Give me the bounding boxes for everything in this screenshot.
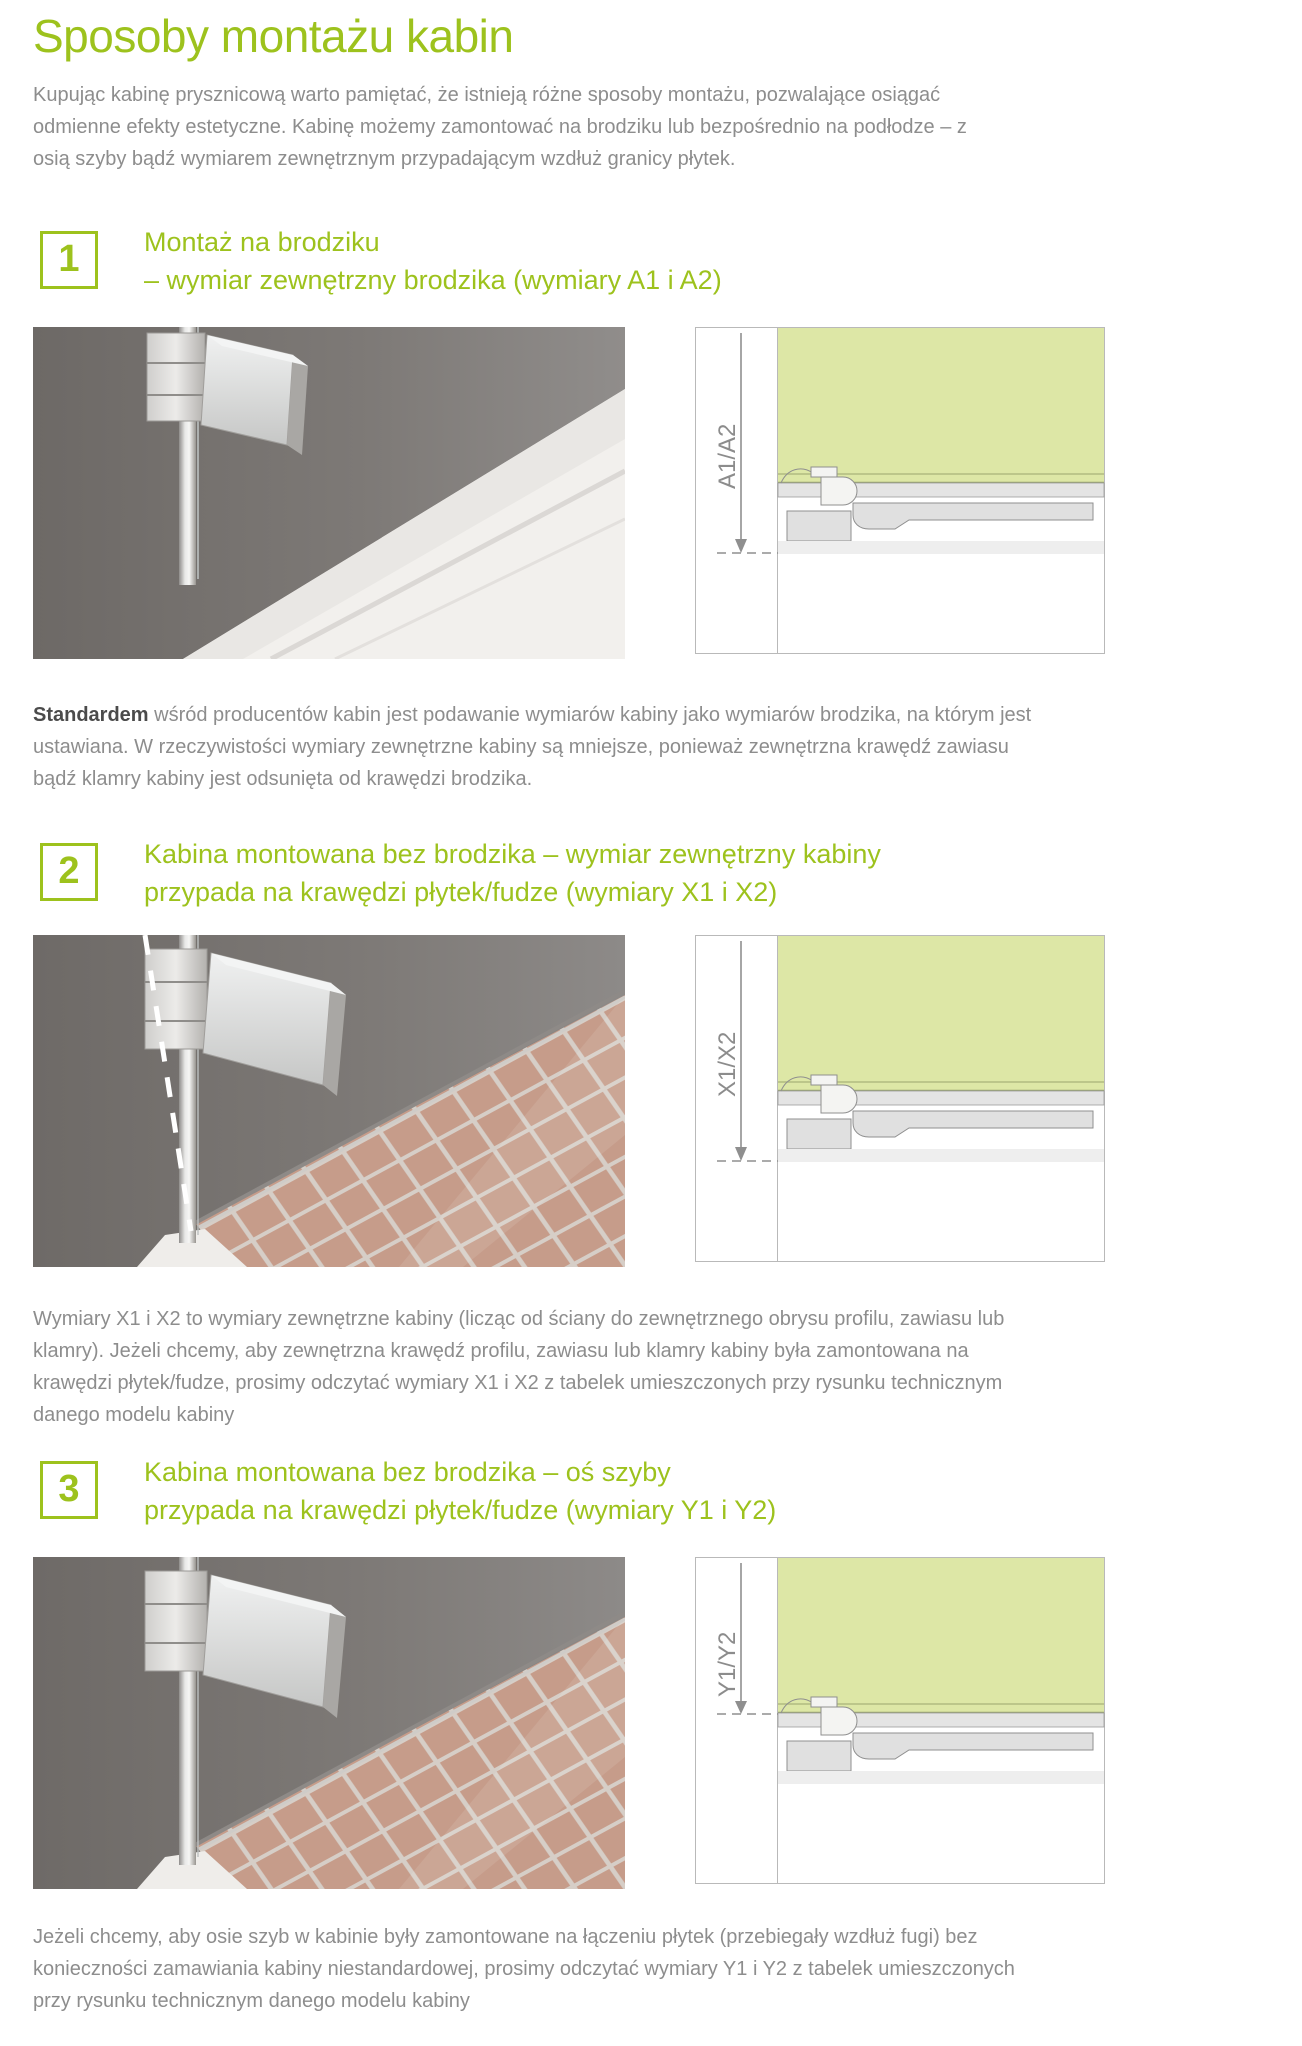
- cross-section-diagram: [695, 935, 1105, 1262]
- section-montaz-na-brodziku: [0, 223, 1302, 659]
- section-2-heading-line2: przypada na krawędzi płytek/fudze (wymiary X1 i X2): [144, 876, 778, 907]
- hinge-plate: [145, 949, 207, 1049]
- paragraph-y-dimensions: Jeżeli chcemy, aby osie szyb w kabinie były zamontowane na łączeniu płytek (przebiegały wzdłuż fugi) bez konieczności zamawiania kabiny niestandardowej, prosimy odczytać wymiary Y1 i Y2 z tabelek umieszczonych przy rysunku technicznym danego modelu kabiny: [33, 1925, 1015, 2012]
- photo-hinge-on-shower-tray: [33, 327, 625, 659]
- section-2-figures: [33, 935, 1302, 1267]
- photo-hinge-on-tiles: [33, 1557, 625, 1889]
- paragraph-standard: [33, 699, 1043, 795]
- glass-area: [778, 936, 1104, 1091]
- section-2-heading: [144, 835, 881, 911]
- paragraph-x-dimensions: Wymiary X1 i X2 to wymiary zewnętrzne kabiny (licząc od ściany do zewnętrznego obrysu profilu, zawiasu lub klamry). Jeżeli chcemy, aby zewnętrzna krawędź profilu, zawiasu lub klamry kabiny była zamontowana na krawędzi płytek/fudze, prosimy odczytać wymiary X1 i X2 z tabelek umieszczonych przy rysunku technicznym danego modelu kabiny: [33, 1307, 1005, 1426]
- section-3-heading-line1: Kabina montowana bez brodzika – oś szyby: [144, 1456, 671, 1487]
- glass-area: [778, 1558, 1104, 1713]
- section-3-header: [40, 1453, 1302, 1529]
- tiled-floor-photo-illustration: [33, 1557, 625, 1889]
- profile-block: [787, 1741, 851, 1771]
- section-1-header: [40, 223, 1302, 299]
- hinge-plate: [145, 1571, 207, 1671]
- seal-clamp: [821, 1085, 857, 1113]
- section-3-figures: [33, 1557, 1302, 1889]
- section-1-figures: [33, 327, 1302, 659]
- section-3-heading-line2: przypada na krawędzi płytek/fudze (wymiary Y1 i Y2): [144, 1494, 777, 1525]
- diagram-dimension-label: X1/X2: [714, 1031, 741, 1097]
- section-1-heading-line1: Montaż na brodziku: [144, 226, 380, 257]
- section-2-number-badge: 2: [40, 843, 98, 901]
- paragraph-standard-bold: Standardem: [33, 703, 149, 726]
- section-1-heading: [144, 223, 722, 299]
- glass-area: [778, 328, 1104, 483]
- section-3-heading: [144, 1453, 776, 1529]
- diagram-dimension-label: Y1/Y2: [714, 1631, 741, 1697]
- shower-tray-photo-illustration: [33, 327, 625, 659]
- page-title: Sposoby montażu kabin: [33, 10, 514, 62]
- cross-section-diagram: [695, 327, 1105, 654]
- section-3-number-badge: 3: [40, 1461, 98, 1519]
- section-2-heading-line1: Kabina montowana bez brodzika – wymiar zewnętrzny kabiny: [144, 838, 881, 869]
- section-1-heading-line2: – wymiar zewnętrzny brodzika (wymiary A1 i A2): [144, 264, 722, 295]
- diagram-a1-a2: [695, 327, 1105, 654]
- section-1-number-badge: 1: [40, 231, 98, 289]
- cross-section-diagram: [695, 1557, 1105, 1884]
- profile-block: [787, 511, 851, 541]
- section-2-header: [40, 835, 1302, 911]
- tiled-floor-photo-illustration: [33, 935, 625, 1267]
- seal-clamp: [821, 477, 857, 505]
- seal-clamp: [821, 1707, 857, 1735]
- hinge-plate: [147, 333, 205, 421]
- paragraph-standard-rest: wśród producentów kabin jest podawanie wymiarów kabiny jako wymiarów brodzika, na którym jest ustawiana. W rzeczywistości wymiary zewnętrzne kabiny są mniejsze, ponieważ zewnętrzna krawędź zawiasu bądź klamry kabiny jest odsunięta od krawędzi brodzika.: [33, 703, 1032, 790]
- intro-paragraph: Kupując kabinę prysznicową warto pamiętać, że istnieją różne sposoby montażu, pozwalające osiągać odmienne efekty estetyczne. Kabinę możemy zamontować na brodziku lub bezpośrednio na podłodze – z osią szyby bądź wymiarem zewnętrznym przypadającym wzdłuż granicy płytek.: [33, 83, 967, 170]
- diagram-dimension-label: A1/A2: [714, 423, 741, 489]
- diagram-y1-y2: [695, 1557, 1105, 1884]
- profile-block: [787, 1119, 851, 1149]
- photo-hinge-on-tiles-dashed-line: [33, 935, 625, 1267]
- section-bez-brodzika-os-szyby: [0, 1453, 1302, 1889]
- section-bez-brodzika-wymiar-zewnetrzny: [0, 835, 1302, 1267]
- diagram-x1-x2: [695, 935, 1105, 1262]
